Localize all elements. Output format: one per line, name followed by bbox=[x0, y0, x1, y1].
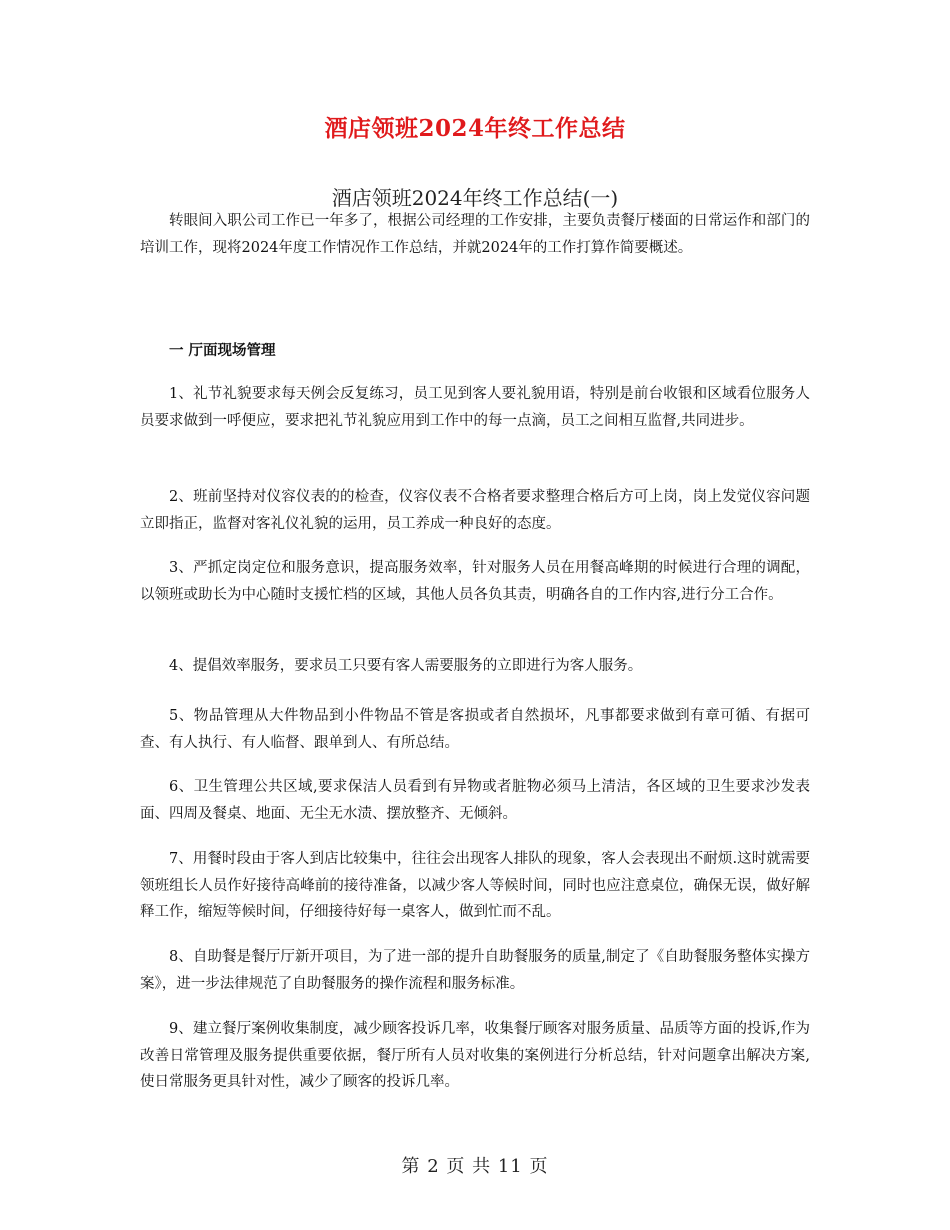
paragraph-item-3: 3、严抓定岗定位和服务意识，提高服务效率，针对服务人员在用餐高峰期的时候进行合理的调配，以领班或助长为中心随时支援忙档的区域，其他人员各负其责，明确各自的工作内容,进行分工合作。 bbox=[140, 560, 810, 603]
document-subtitle: 酒店领班2024年终工作总结(一) bbox=[331, 186, 619, 210]
paragraph-item-1: 1、礼节礼貌要求每天例会反复练习，员工见到客人要礼貌用语，特别是前台收银和区域看位服务人员要求做到一呼便应，要求把礼节礼貌应用到工作中的每一点滴，员工之间相互监督,共同进步。 bbox=[140, 386, 810, 429]
document-title: 酒店领班2024年终工作总结 bbox=[324, 115, 626, 142]
page-number-footer: 第 2 页 共 11 页 bbox=[401, 1156, 549, 1177]
paragraph-item-4: 4、提倡效率服务，要求员工只要有客人需要服务的立即进行为客人服务。 bbox=[169, 658, 643, 674]
paragraph-item-5: 5、物品管理从大件物品到小件物品不管是客损或者自然损坏，凡事都要求做到有章可循、有据可查、有人执行、有人临督、跟单到人、有所总结。 bbox=[140, 708, 810, 751]
intro-paragraph: 转眼间入职公司工作已一年多了，根据公司经理的工作安排，主要负责餐厅楼面的日常运作和部门的培训工作，现将2024年度工作情况作工作总结，并就2024年的工作打算作简要概述。 bbox=[140, 213, 810, 256]
paragraph-item-2: 2、班前坚持对仪容仪表的的检查，仪容仪表不合格者要求整理合格后方可上岗，岗上发觉仪容问题立即指正，监督对客礼仪礼貌的运用，员工养成一种良好的态度。 bbox=[140, 489, 810, 532]
paragraph-item-6: 6、卫生管理公共区域,要求保洁人员看到有异物或者脏物必须马上清洁，各区域的卫生要求沙发表面、四周及餐桌、地面、无尘无水渍、摆放整齐、无倾斜。 bbox=[140, 779, 810, 822]
paragraph-item-7: 7、用餐时段由于客人到店比较集中，往往会出现客人排队的现象，客人会表现出不耐烦.这时就需要领班组长人员作好接待高峰前的接待准备，以减少客人等候时间，同时也应注意桌位，确保无误，做好解释工作，缩短等候时间，仔细接待好每一桌客人，做到忙而不乱。 bbox=[140, 851, 810, 920]
paragraph-item-8: 8、自助餐是餐厅厅新开项目，为了进一部的提升自助餐服务的质量,制定了《自助餐服务整体实操方案》，进一步法律规范了自助餐服务的操作流程和服务标准。 bbox=[140, 949, 810, 992]
paragraph-item-9: 9、建立餐厅案例收集制度，减少顾客投诉几率，收集餐厅顾客对服务质量、品质等方面的投诉,作为改善日常管理及服务提供重要依据，餐厅所有人员对收集的案例进行分析总结，针对问题拿出解决方案,使日常服务更具针对性，减少了顾客的投诉几率。 bbox=[140, 1021, 810, 1090]
section-heading: 一 厅面现场管理 bbox=[169, 342, 276, 359]
